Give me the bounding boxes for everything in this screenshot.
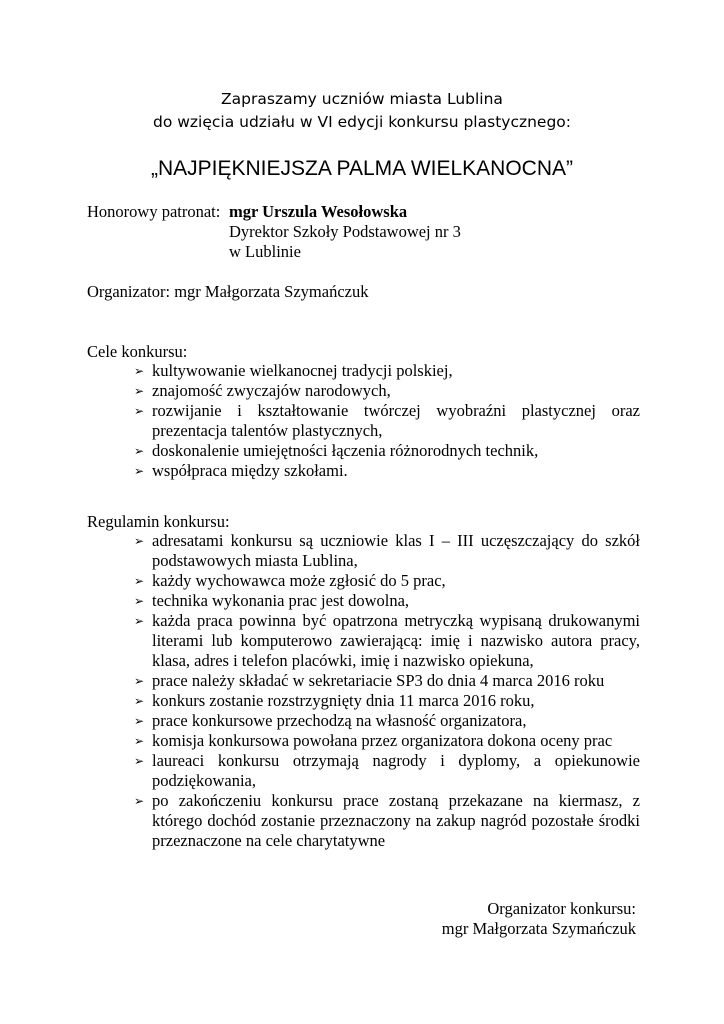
patron-label: Honorowy patronat: bbox=[87, 202, 221, 221]
list-item: ➢ po zakończeniu konkursu prace zostaną przekazane na kiermasz, z którego dochód zostanie przeznaczony na zakup nagród pozostałe środki przeznaczone na cele charytatywne bbox=[134, 791, 640, 850]
list-item: ➢ rozwijanie i kształtowanie twórczej wyobraźni plastycznej oraz prezentacja talentów plastycznych, bbox=[134, 401, 640, 440]
list-item: ➢ znajomość zwyczajów narodowych, bbox=[134, 381, 391, 400]
arrow-bullet-icon: ➢ bbox=[134, 594, 145, 608]
arrow-bullet-icon: ➢ bbox=[134, 614, 145, 628]
arrow-bullet-icon: ➢ bbox=[134, 404, 145, 418]
intro-line-1: Zapraszamy uczniów miasta Lublina bbox=[221, 90, 503, 108]
list-item: ➢ prace konkursowe przechodzą na własność organizatora, bbox=[134, 711, 527, 730]
arrow-bullet-icon: ➢ bbox=[134, 444, 145, 458]
list-item: ➢ każdy wychowawca może zgłosić do 5 prac, bbox=[134, 571, 446, 590]
organizer-line: Organizator: mgr Małgorzata Szymańczuk bbox=[87, 282, 369, 301]
arrow-bullet-icon: ➢ bbox=[134, 674, 145, 688]
intro-line-2: do wzięcia udziału w VI edycji konkursu plastycznego: bbox=[152, 113, 571, 131]
arrow-bullet-icon: ➢ bbox=[134, 574, 145, 588]
list-item: ➢ komisja konkursowa powołana przez organizatora dokona oceny prac bbox=[134, 731, 613, 750]
arrow-bullet-icon: ➢ bbox=[134, 714, 145, 728]
signature-name: mgr Małgorzata Szymańczuk bbox=[441, 919, 636, 938]
list-item: ➢ technika wykonania prac jest dowolna, bbox=[134, 591, 410, 610]
contest-title: „NAJPIĘKNIEJSZA PALMA WIELKANOCNA” bbox=[150, 157, 574, 180]
arrow-bullet-icon: ➢ bbox=[134, 534, 145, 548]
list-item: ➢ laureaci konkursu otrzymają nagrody i dyplomy, a opiekunowie podziękowania, bbox=[134, 751, 640, 790]
arrow-bullet-icon: ➢ bbox=[134, 754, 145, 768]
rules-list bbox=[134, 531, 640, 851]
goals-heading: Cele konkursu: bbox=[87, 342, 188, 361]
list-item: ➢ prace należy składać w sekretariacie SP3 do dnia 4 marca 2016 roku bbox=[134, 671, 605, 690]
arrow-bullet-icon: ➢ bbox=[134, 794, 145, 808]
list-item: ➢ adresatami konkursu są uczniowie klas I – III uczęszczający do szkół podstawowych miasta Lublina, bbox=[134, 531, 640, 570]
arrow-bullet-icon: ➢ bbox=[134, 464, 145, 478]
patron-place: w Lublinie bbox=[229, 242, 301, 261]
patron-role: Dyrektor Szkoły Podstawowej nr 3 bbox=[229, 222, 461, 241]
arrow-bullet-icon: ➢ bbox=[134, 734, 145, 748]
arrow-bullet-icon: ➢ bbox=[134, 364, 145, 378]
list-item: ➢ kultywowanie wielkanocnej tradycji polskiej, bbox=[134, 361, 453, 380]
rules-heading: Regulamin konkursu: bbox=[87, 512, 230, 531]
patron-name: mgr Urszula Wesołowska bbox=[229, 202, 408, 221]
arrow-bullet-icon: ➢ bbox=[134, 694, 145, 708]
list-item: ➢ konkurs zostanie rozstrzygnięty dnia 11 marca 2016 roku, bbox=[134, 691, 535, 710]
signature-title: Organizator konkursu: bbox=[487, 899, 636, 918]
list-item: ➢ doskonalenie umiejętności łączenia różnorodnych technik, bbox=[134, 441, 539, 460]
list-item: ➢ współpraca między szkołami. bbox=[134, 461, 348, 480]
list-item: ➢ każda praca powinna być opatrzona metryczką wypisaną drukowanymi literami lub komputerowo zawierającą: imię i nazwisko autora pracy, klasa, adres i telefon placówki, imię i nazwisko opiekuna, bbox=[134, 611, 640, 670]
goals-list bbox=[134, 361, 640, 481]
arrow-bullet-icon: ➢ bbox=[134, 384, 145, 398]
